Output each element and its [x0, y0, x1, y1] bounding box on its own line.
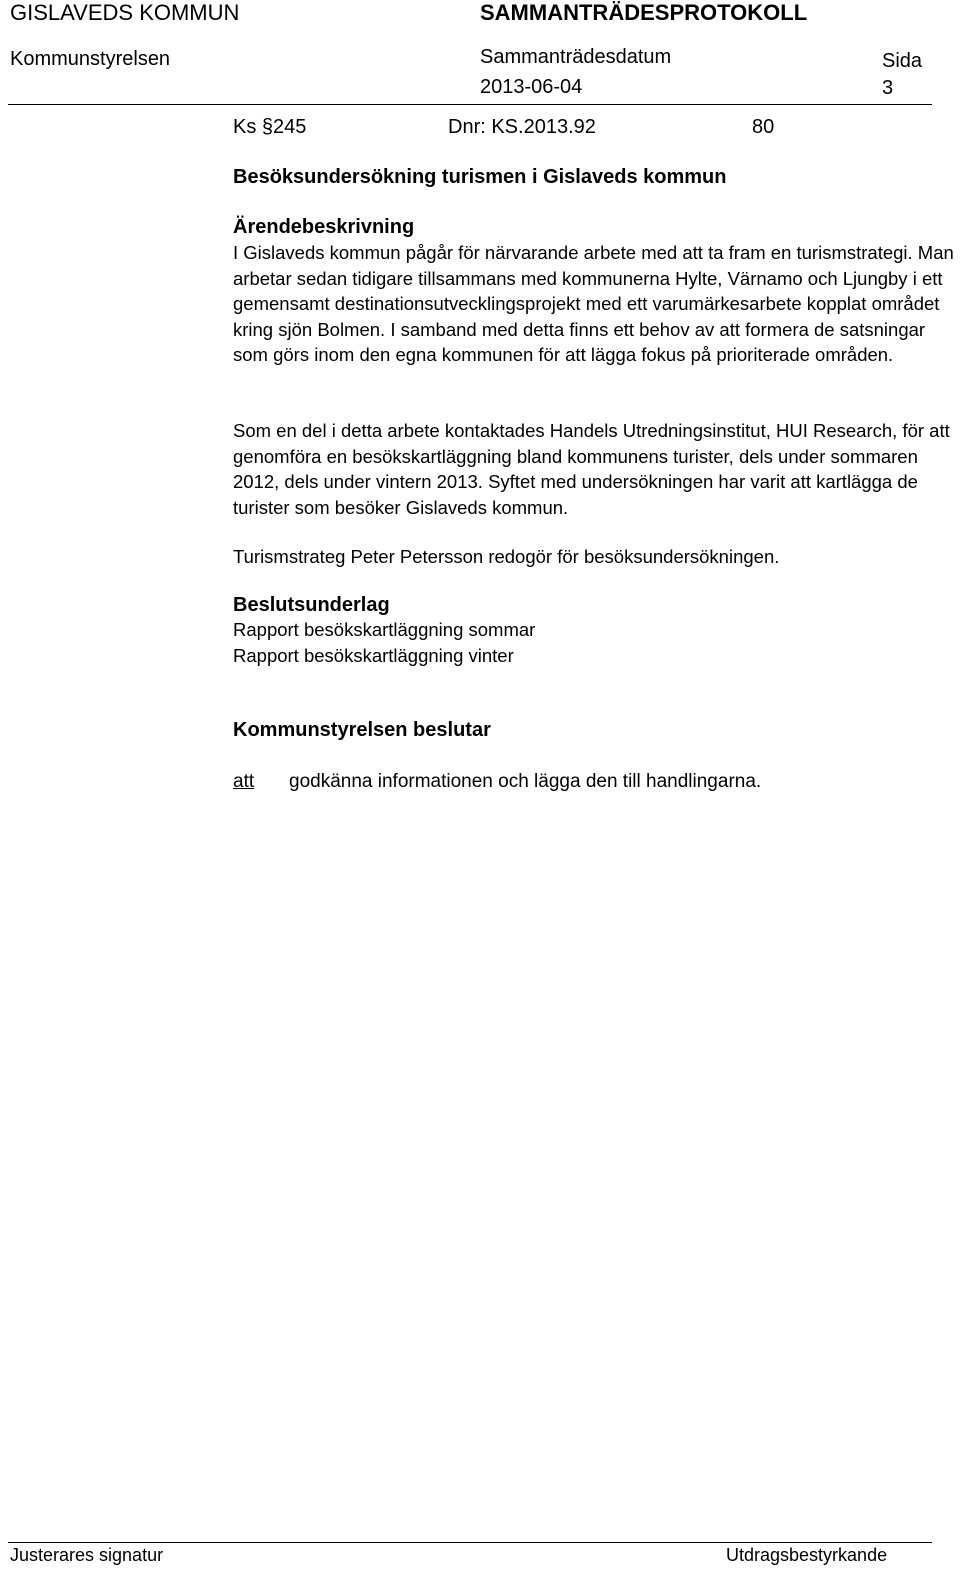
footer-divider [8, 1542, 932, 1543]
board-name: Kommunstyrelsen [10, 48, 171, 70]
beslutsunderlag-item: Rapport besökskartläggning vinter [233, 644, 514, 666]
arende-paragraph-2-block [233, 418, 960, 520]
beslut-heading: Kommunstyrelsen beslutar [233, 719, 491, 741]
case-number: 80 [752, 116, 775, 138]
document-type: SAMMANTRÄDESPROTOKOLL [480, 0, 808, 25]
arende-paragraph-3: Turismstrateg Peter Petersson redogör för besöksundersökningen. [233, 546, 780, 567]
beslutsunderlag-heading: Beslutsunderlag [233, 594, 390, 616]
meeting-date: 2013-06-04 [480, 76, 583, 98]
beslutsunderlag-item: Rapport besökskartläggning sommar [233, 619, 536, 640]
arende-heading: Ärendebeskrivning [233, 216, 415, 238]
beslut-section [233, 719, 960, 742]
decision-text: godkänna informationen och lägga den till handlingarna. [289, 771, 762, 792]
arende-section [233, 216, 960, 368]
organization-name: GISLAVEDS KOMMUN [10, 0, 240, 25]
header-divider [8, 104, 932, 105]
page-label: Sida [882, 50, 923, 72]
date-label: Sammanträdesdatum [480, 46, 672, 68]
case-ref: Ks §245 [233, 116, 307, 138]
arende-paragraph-1: I Gislaveds kommun pågår för närvarande arbete med att ta fram en turismstrategi. Man arbetar sedan tidigare tillsammans med kommunerna Hylte, Värnamo och Ljungby i ett gemensamt destinationsutvecklingsprojekt med ett varumärkesarbete kopplat området kring sjön Bolmen. I samband med detta finns ett behov av att formera de satsningar som görs inom den egna kommunen för att lägga fokus på prioriterade områden. [233, 242, 954, 365]
signature-label: Justerares signatur [10, 1545, 164, 1565]
case-title: Besöksundersökning turismen i Gislaveds kommun [233, 166, 727, 188]
beslutsunderlag-section [233, 594, 960, 668]
arende-paragraph-3-block [233, 544, 960, 570]
arende-paragraph-2: Som en del i detta arbete kontaktades Handels Utredningsinstitut, HUI Research, för att genomföra en besökskartläggning bland kommunens turister, dels under sommaren 2012, dels under vintern 2013. Syftet med undersökningen har varit att kartlägga de turister som besöker Gislaveds kommun. [233, 420, 950, 518]
case-dnr: Dnr: KS.2013.92 [448, 116, 596, 138]
certification-label: Utdragsbestyrkande [726, 1545, 888, 1565]
decision-att: att [233, 771, 255, 792]
page-number: 3 [882, 77, 894, 99]
